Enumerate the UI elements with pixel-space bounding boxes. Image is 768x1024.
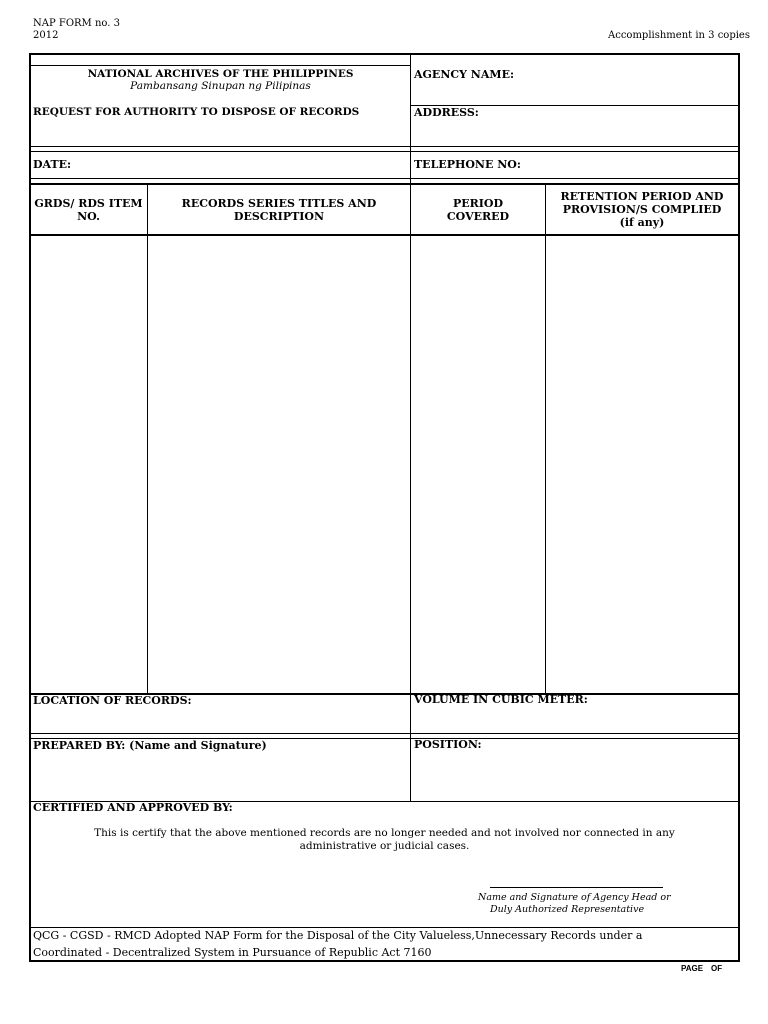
agency-name-label: AGENCY NAME:	[414, 68, 515, 81]
copies-note: Accomplishment in 3 copies	[608, 30, 750, 41]
signature-line	[490, 887, 663, 888]
footer-line-2: Coordinated - Decentralized System in Pursuance of Republic Act 7160	[33, 946, 432, 959]
date-label: DATE:	[33, 158, 72, 171]
of-label: OF	[711, 964, 723, 973]
telephone-label: TELEPHONE NO:	[414, 158, 521, 171]
footer-line-1: QCG - CGSD - RMCD Adopted NAP Form for the Disposal of the City Valueless,Unnecessary Records under a	[33, 929, 643, 942]
signature-caption-1: Name and Signature of Agency Head or	[478, 892, 671, 903]
location-divider-1	[29, 733, 740, 734]
signature-caption-2: Duly Authorized Representative	[490, 904, 645, 915]
date-divider-2	[29, 183, 740, 185]
location-label: LOCATION OF RECORDS:	[33, 694, 192, 707]
header-vline	[410, 53, 411, 151]
date-divider-1	[29, 178, 740, 179]
certified-label: CERTIFIED AND APPROVED BY:	[33, 801, 233, 814]
col3-vline	[545, 183, 546, 693]
location-vline	[410, 693, 411, 801]
title-top-line	[29, 65, 411, 66]
prepared-by-label: PREPARED BY: (Name and Signature)	[33, 739, 267, 752]
certification-line-2: administrative or judicial cases.	[299, 840, 470, 852]
address-label: ADDRESS:	[414, 106, 479, 119]
org-local-name: Pambansang Sinupan ng Pilipinas	[130, 80, 311, 92]
position-label: POSITION:	[414, 738, 482, 751]
col4-header-l2: PROVISION/S COMPLIED	[562, 203, 722, 216]
form-number: NAP FORM no. 3	[33, 18, 120, 29]
col4-header-l3: (if any)	[619, 216, 665, 229]
volume-label: VOLUME IN CUBIC METER:	[414, 693, 588, 706]
col1-header-l2: NO.	[77, 210, 100, 223]
col2-header-l2: DESCRIPTION	[233, 210, 325, 223]
header-divider-1	[29, 146, 740, 147]
col3-header-l1: PERIOD	[452, 197, 504, 210]
table-header-bottom	[29, 234, 740, 236]
org-name: NATIONAL ARCHIVES OF THE PHILIPPINES	[87, 68, 354, 80]
col2-header-l1: RECORDS SERIES TITLES AND	[181, 197, 377, 210]
header-divider-2	[29, 151, 740, 152]
date-vline	[410, 151, 411, 183]
form-year: 2012	[33, 30, 59, 41]
col4-header-l1: RETENTION PERIOD AND	[560, 190, 724, 203]
page-label: PAGE	[681, 964, 704, 973]
col1-vline	[147, 183, 148, 693]
col2-vline	[410, 183, 411, 693]
certified-divider	[29, 927, 740, 928]
col3-header-l2: COVERED	[446, 210, 510, 223]
request-title: REQUEST FOR AUTHORITY TO DISPOSE OF RECORDS	[33, 106, 360, 118]
certification-line-1: This is certify that the above mentioned records are no longer needed and not involved nor connected in any	[94, 827, 675, 839]
col1-header-l1: GRDS/ RDS ITEM	[34, 197, 143, 210]
